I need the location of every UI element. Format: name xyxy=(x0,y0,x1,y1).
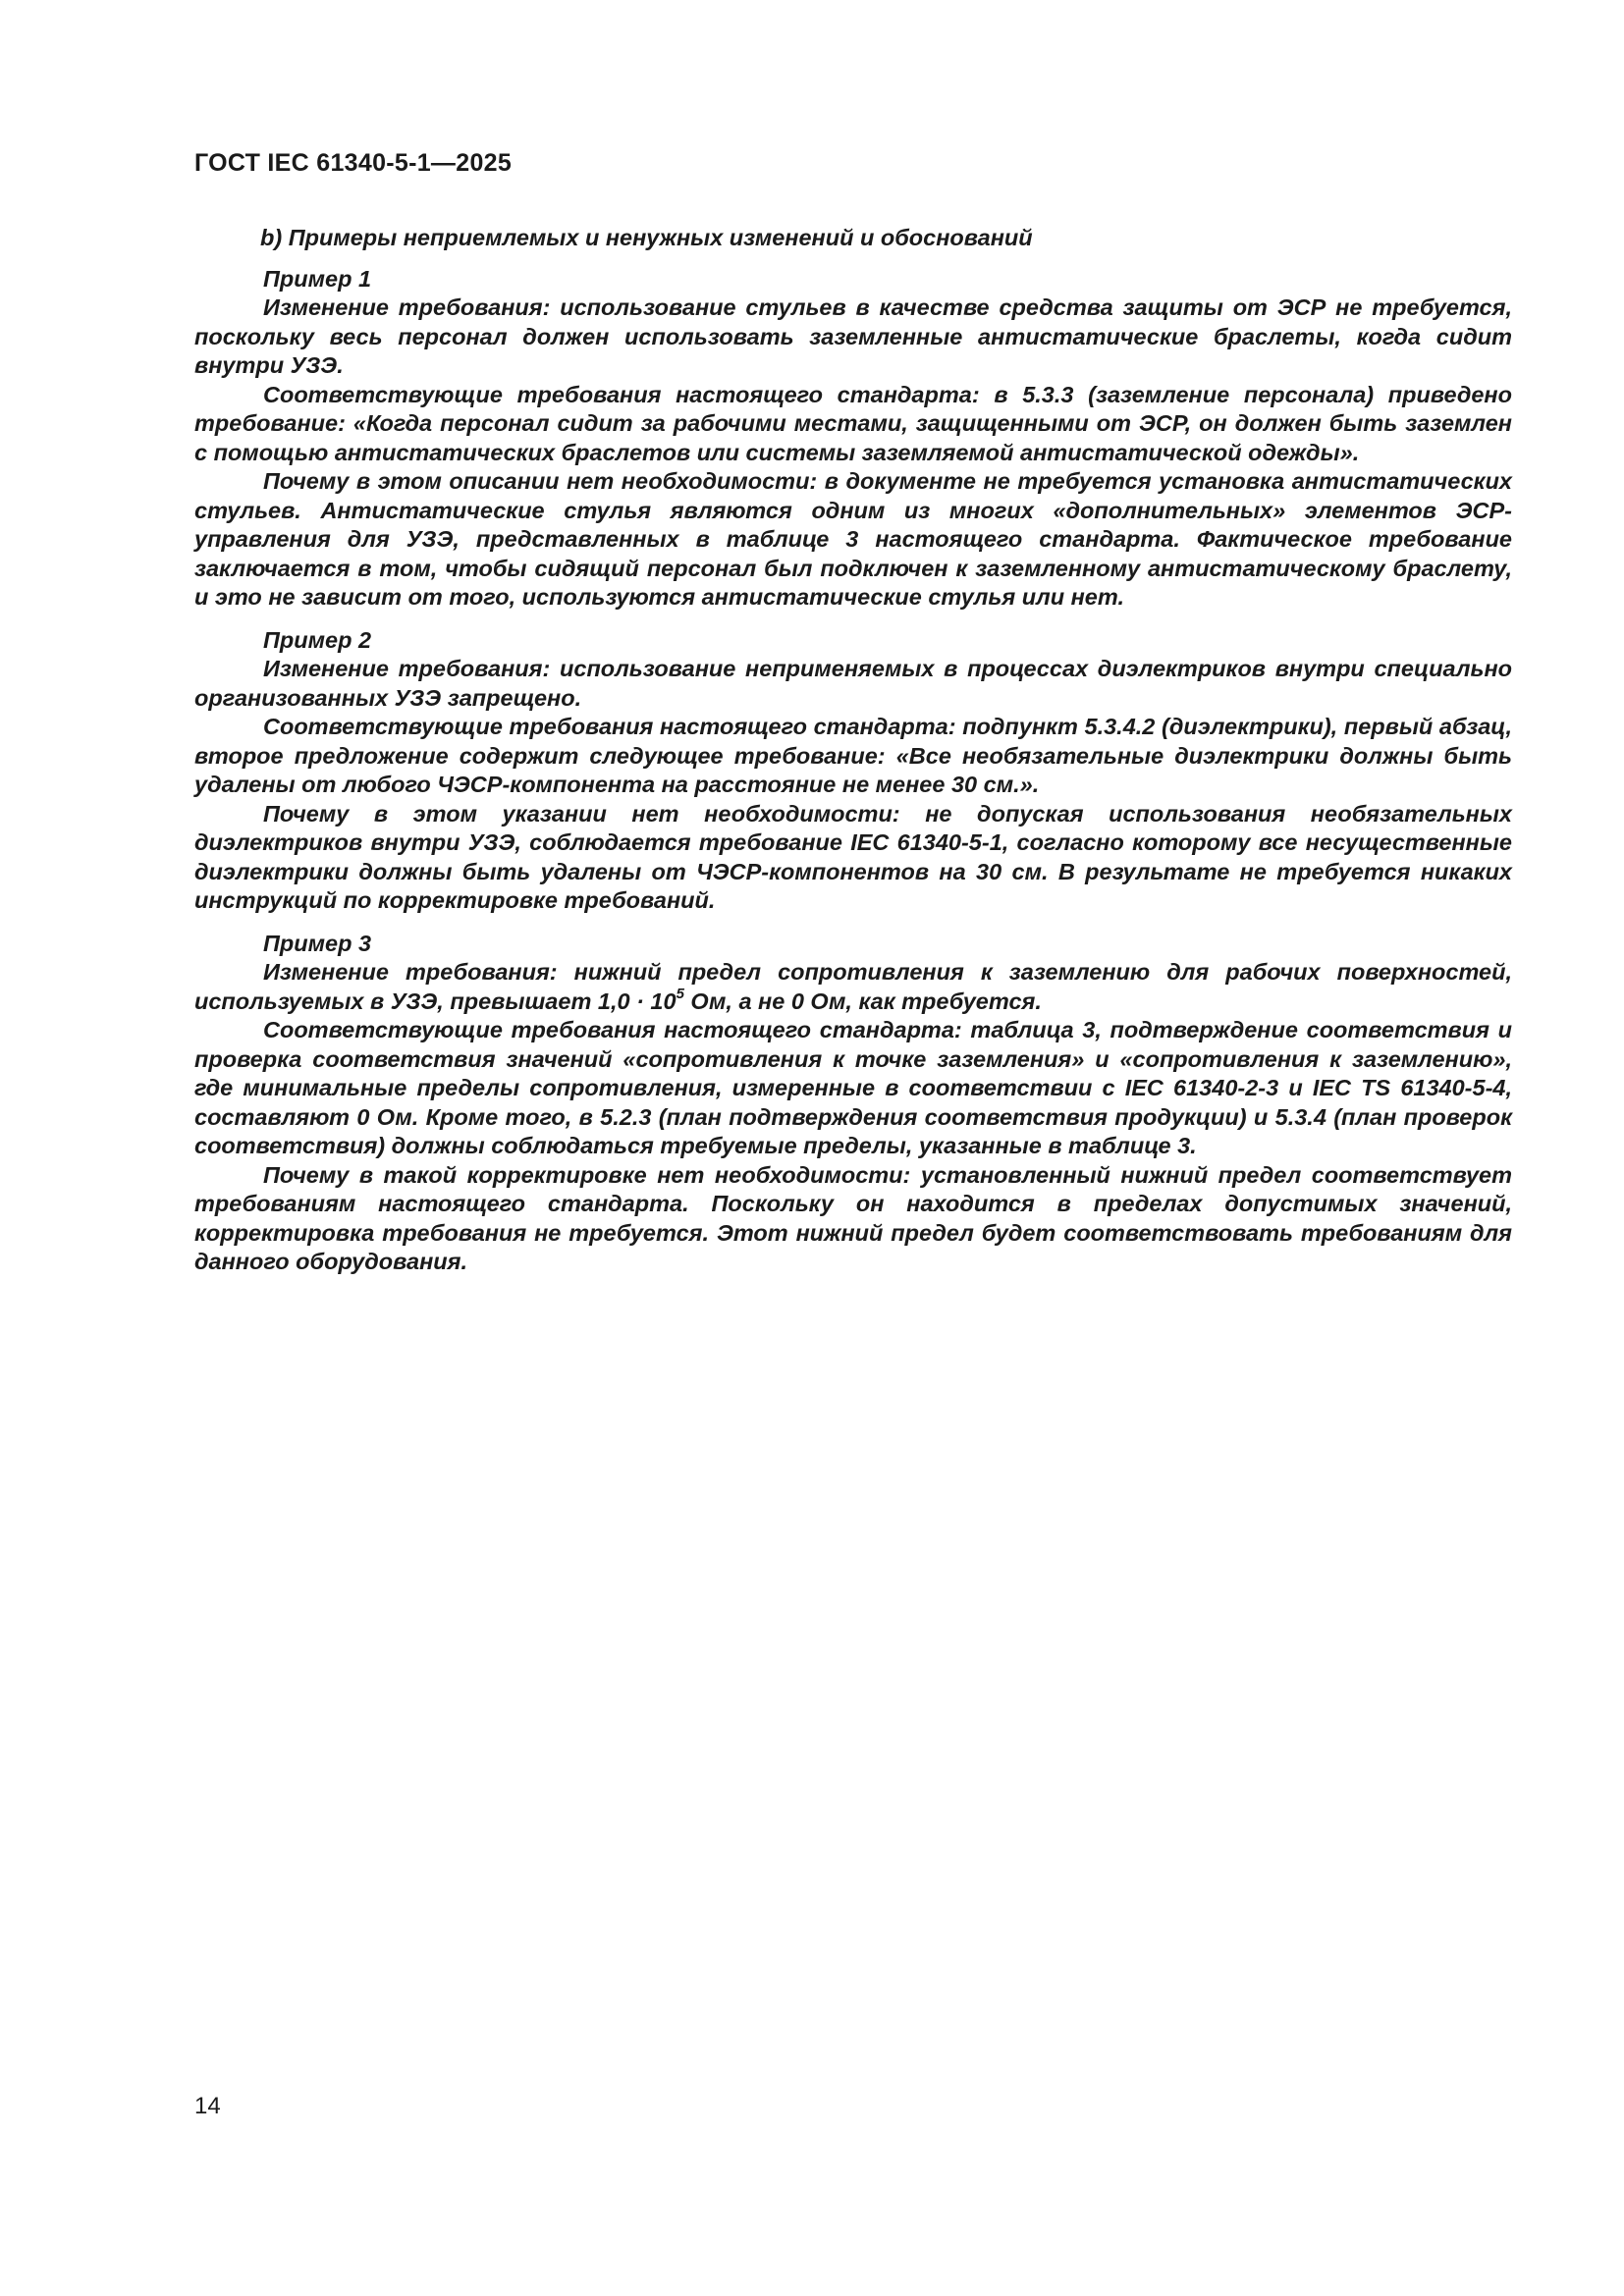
example-2-requirements: Соответствующие требования настоящего стандарта: подпункт 5.3.4.2 (диэлектрики), первый абзац, второе предложение содержит следующее требование: «Все необязательные диэлектрики должны быть удалены от любого ЧЭСР-компонента на расстояние не менее 30 см.». xyxy=(194,714,1512,797)
example-2-label: Пример 2 xyxy=(263,626,372,653)
example-3-reason: Почему в такой корректировке нет необходимости: установленный нижний предел соответствует требованиям настоящего стандарта. Поскольку он находится в пределах допустимых значений, корректировка требования не требуется. Этот нижний предел будет соответствовать требованиям для данного оборудования. xyxy=(194,1161,1512,1274)
example-3-change-suffix: Ом, а не 0 Ом, как требуется. xyxy=(683,988,1042,1014)
example-3-change-prefix: Изменение требования: нижний предел сопротивления к заземлению для рабочих поверхностей, используемых в УЗЭ, превышает 1,0 · 10 xyxy=(194,959,1512,1014)
section-heading: b) Примеры неприемлемых и ненужных изменений и обоснований xyxy=(260,225,1033,250)
example-3-change-exponent: 5 xyxy=(676,985,684,1002)
example-1-reason: Почему в этом описании нет необходимости: в документе не требуется установка антистатических стульев. Антистатические стулья являются одним из многих «дополнительных» элементов ЭСР-управления для УЗЭ, представленных в таблице 3 настоящего стандарта. Фактическое требование заключается в том, чтобы сидящий персонал был подключен к заземленному антистатическому браслету, и это не зависит от того, используются антистатические стулья или нет. xyxy=(194,468,1512,610)
example-3-requirements: Соответствующие требования настоящего стандарта: таблица 3, подтверждение соответствия и проверка соответствия значений «сопротивления к точке заземления» и «сопротивления к заземлению», где минимальные пределы сопротивления, измеренные в соответствии с IEC 61340-2-3 и IEC TS 61340-5-4, составляют 0 Ом. Кроме того, в 5.2.3 (план подтверждения соответствия продукции) и 5.3.4 (план проверок соответствия) должны соблюдаться требуемые пределы, указанные в таблице 3. xyxy=(194,1017,1512,1158)
example-3-change xyxy=(194,958,1512,1016)
document-body xyxy=(194,224,1512,1277)
document-header: ГОСТ IEC 61340-5-1—2025 xyxy=(194,149,513,177)
example-1-requirements: Соответствующие требования настоящего стандарта: в 5.3.3 (заземление персонала) приведено требование: «Когда персонал сидит за рабочими местами, защищенными от ЭСР, он должен быть заземлен с помощью антистатических браслетов или системы заземляемой антистатической одежды». xyxy=(194,381,1512,465)
example-1-change: Изменение требования: использование стульев в качестве средства защиты от ЭСР не требуется, поскольку весь персонал должен использовать заземленные антистатические браслеты, когда сидит внутри УЗЭ. xyxy=(194,294,1512,378)
page-number: 14 xyxy=(194,2093,221,2119)
example-2-change: Изменение требования: использование неприменяемых в процессах диэлектриков внутри специально организованных УЗЭ запрещено. xyxy=(194,656,1512,711)
example-1-label: Пример 1 xyxy=(263,265,372,292)
example-2-reason: Почему в этом указании нет необходимости: не допуская использования необязательных диэлектриков внутри УЗЭ, соблюдается требование IEC 61340-5-1, согласно которому все несущественные диэлектрики должны быть удалены от ЧЭСР-компонентов на 30 см. В результате не требуется никаких инструкций по корректировке требований. xyxy=(194,800,1512,913)
example-3-label: Пример 3 xyxy=(263,930,372,956)
